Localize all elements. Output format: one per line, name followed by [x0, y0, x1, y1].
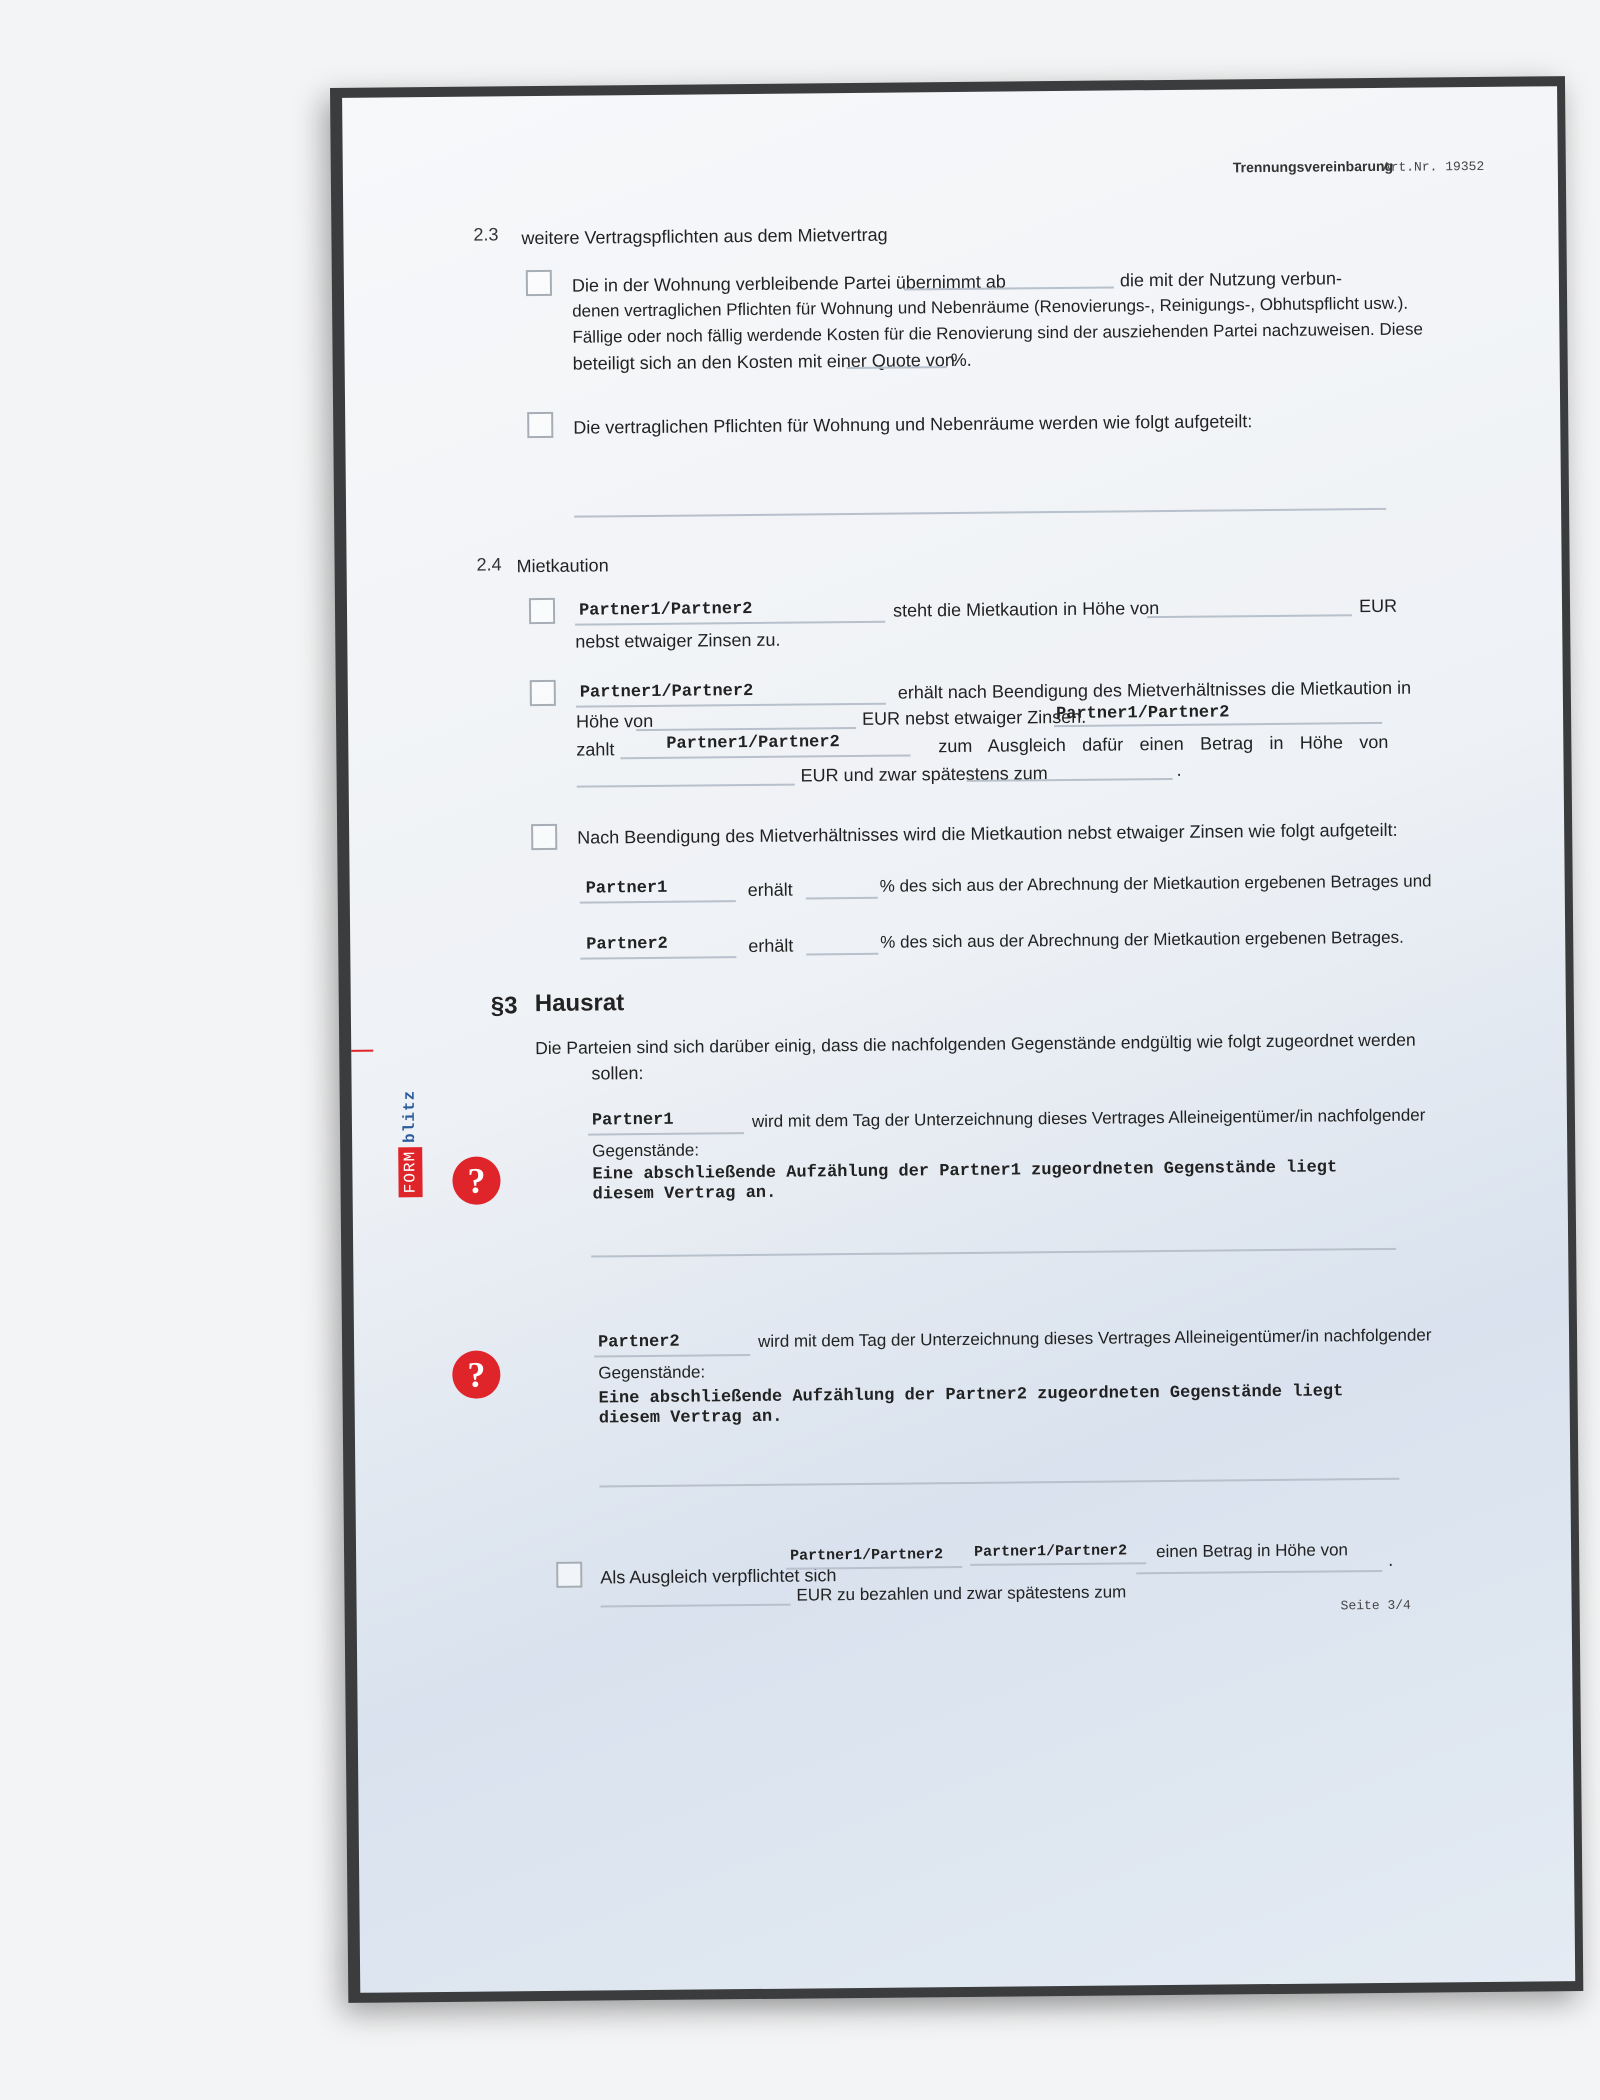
- s24-opt2-text-d1: EUR und zwar spätestens zum: [800, 763, 1048, 786]
- s3-p1-items-field[interactable]: [591, 1248, 1396, 1258]
- s24-opt2-party3-line: [620, 754, 910, 759]
- s24-opt1-amount-field[interactable]: [1147, 614, 1352, 618]
- s24-opt2-text-a: erhält nach Beendigung des Mietverhältnisses die Mietkaution in: [897, 677, 1412, 703]
- checkbox-2-3-option-1[interactable]: [526, 270, 552, 296]
- s3-comp-text-b: einen Betrag in Höhe von: [1155, 1540, 1349, 1562]
- s24-row2-party[interactable]: Partner2: [586, 934, 668, 955]
- help-icon[interactable]: ?: [452, 1156, 500, 1204]
- logo-part-blitz: blitz: [400, 1089, 420, 1143]
- s23-opt1-line1b: die mit der Nutzung verbun-: [1119, 268, 1343, 291]
- s24-opt2-text-b1: Höhe von: [575, 710, 654, 732]
- s24-opt1-text-b: nebst etwaiger Zinsen zu.: [575, 629, 781, 652]
- s3-comp-party2[interactable]: Partner1/Partner2: [974, 1542, 1128, 1561]
- page-number: Seite 3/4: [1340, 1597, 1411, 1614]
- section-2-3-number: 2.3: [473, 224, 499, 245]
- s3-p1-list-line1: Eine abschließende Aufzählung der Partner1 zugeordneten Gegenstände liegt: [592, 1158, 1338, 1185]
- s23-opt1-line4a: beteiligt sich an den Kosten mit einer Quote von: [572, 350, 955, 374]
- s3-comp-party1-line: [786, 1566, 962, 1570]
- document-page-frame: [330, 76, 1583, 2003]
- s24-row1-percent-field[interactable]: [806, 897, 878, 900]
- s24-opt2-text-d2: .: [1176, 759, 1182, 780]
- s3-p1-list-line2: diesem Vertrag an.: [592, 1183, 777, 1205]
- s24-opt2-amount-field[interactable]: [636, 727, 856, 731]
- section-3-number: §3: [490, 992, 518, 1020]
- s3-comp-party2-line: [970, 1562, 1146, 1566]
- s24-row1-text-a: erhält: [747, 879, 793, 901]
- s24-opt2-amount2-field[interactable]: [577, 784, 795, 788]
- s3-p2-items-field[interactable]: [599, 1478, 1399, 1488]
- s23-opt1-line1a: Die in der Wohnung verbleibende Partei übernimmt ab: [571, 271, 1006, 296]
- s3-p2-text-b: Gegenstände:: [598, 1362, 706, 1383]
- checkbox-2-4-option-1[interactable]: [529, 598, 555, 624]
- s24-row1-party[interactable]: Partner1: [585, 878, 668, 899]
- s24-opt1-eur: EUR: [1358, 595, 1398, 617]
- s24-opt1-text-a: steht die Mietkaution in Höhe von: [892, 598, 1160, 621]
- s3-intro-line2: sollen:: [591, 1063, 644, 1084]
- s24-opt1-party[interactable]: Partner1/Partner2: [578, 599, 753, 621]
- s3-comp-text-a: Als Ausgleich verpflichtet sich: [600, 1565, 837, 1588]
- section-2-3-title: weitere Vertragspflichten aus dem Mietvertrag: [521, 224, 888, 249]
- s24-opt2-party3[interactable]: Partner1/Partner2: [666, 733, 840, 754]
- s24-opt2-party-line: [576, 703, 886, 708]
- s23-opt2-text: Die vertraglichen Pflichten für Wohnung und Nebenräume werden wie folgt aufgeteilt:: [573, 411, 1253, 438]
- s3-p1-text-a: wird mit dem Tag der Unterzeichnung dieses Vertrages Alleineigentümer/in nachfolgender: [751, 1105, 1426, 1131]
- logo-part-form: FORM: [398, 1147, 422, 1198]
- s24-opt2-party2[interactable]: Partner1/Partner2: [1055, 703, 1230, 725]
- s3-comp-date-field[interactable]: [1136, 1570, 1382, 1574]
- s24-row1-text-b: % des sich aus der Abrechnung der Mietkaution ergebenen Betrages und: [879, 871, 1432, 896]
- s24-row2-text-b: % des sich aus der Abrechnung der Mietkaution ergebenen Betrages.: [880, 927, 1404, 952]
- checkbox-3-compensation[interactable]: [556, 1562, 582, 1588]
- header-title: Trennungsvereinbarung: [1232, 157, 1394, 176]
- s3-comp-text-c: EUR zu bezahlen und zwar spätestens zum: [796, 1582, 1127, 1605]
- s3-comp-party1[interactable]: Partner1/Partner2: [790, 1546, 944, 1565]
- s24-opt1-party-line: [575, 621, 885, 626]
- s23-opt1-line4b: %.: [950, 349, 972, 371]
- help-icon[interactable]: ?: [452, 1350, 500, 1398]
- s3-p1-party[interactable]: Partner1: [591, 1110, 674, 1131]
- checkbox-2-3-option-2[interactable]: [527, 412, 553, 438]
- s23-opt2-field[interactable]: [574, 508, 1386, 518]
- section-2-4-number: 2.4: [476, 554, 502, 575]
- s3-comp-amount-field[interactable]: [601, 1604, 791, 1608]
- s24-opt2-text-c2: zum Ausgleich dafür einen Betrag in Höhe von: [938, 731, 1389, 757]
- s24-row2-party-line: [580, 956, 736, 959]
- s3-p2-list-line2: diesem Vertrag an.: [598, 1407, 783, 1429]
- s3-p1-party-line: [588, 1132, 744, 1135]
- section-2-4-title: Mietkaution: [516, 555, 609, 577]
- formblitz-logo: [397, 1047, 422, 1197]
- s24-row1-party-line: [580, 900, 736, 903]
- s3-p2-party[interactable]: Partner2: [597, 1332, 680, 1353]
- s24-opt3-text: Nach Beendigung des Mietverhältnisses wird die Mietkaution nebst etwaiger Zinsen wie folgt aufgeteilt:: [577, 819, 1398, 848]
- s3-p2-party-line: [594, 1354, 750, 1357]
- s24-opt2-text-b2: EUR nebst etwaiger Zinsen.: [861, 706, 1087, 729]
- section-3-title: Hausrat: [534, 989, 625, 1018]
- s24-opt2-text-c1: zahlt: [576, 739, 615, 760]
- checkbox-2-4-option-3[interactable]: [531, 824, 557, 850]
- s3-p1-text-b: Gegenstände:: [592, 1140, 700, 1161]
- s24-row2-percent-field[interactable]: [806, 953, 878, 956]
- s3-p2-list-line1: Eine abschließende Aufzählung der Partner2 zugeordneten Gegenstände liegt: [598, 1382, 1344, 1409]
- header-art-nr: Art.Nr. 19352: [1382, 158, 1485, 175]
- checkbox-2-4-option-2[interactable]: [530, 680, 556, 706]
- logo-accent-line: [342, 1050, 373, 1053]
- s3-intro-line1: Die Parteien sind sich darüber einig, dass die nachfolgenden Gegenstände endgültig wie folgt zugeordnet werden: [535, 1029, 1416, 1059]
- s24-row2-text-a: erhält: [748, 935, 794, 957]
- s24-opt2-party[interactable]: Partner1/Partner2: [579, 681, 754, 703]
- s3-comp-dot: .: [1388, 1549, 1394, 1570]
- s3-p2-text-a: wird mit dem Tag der Unterzeichnung dieses Vertrages Alleineigentümer/in nachfolgender: [757, 1325, 1432, 1351]
- s23-opt1-line2: denen vertraglichen Pflichten für Wohnung und Nebenräume (Renovierungs-, Reinigungs-, Obhutspflicht usw.).: [572, 293, 1409, 321]
- document-page: [342, 86, 1575, 1993]
- s23-opt1-line3: Fällige oder noch fällig werdende Kosten für die Renovierung sind der ausziehenden Partei nachzuweisen. Diese: [572, 319, 1423, 347]
